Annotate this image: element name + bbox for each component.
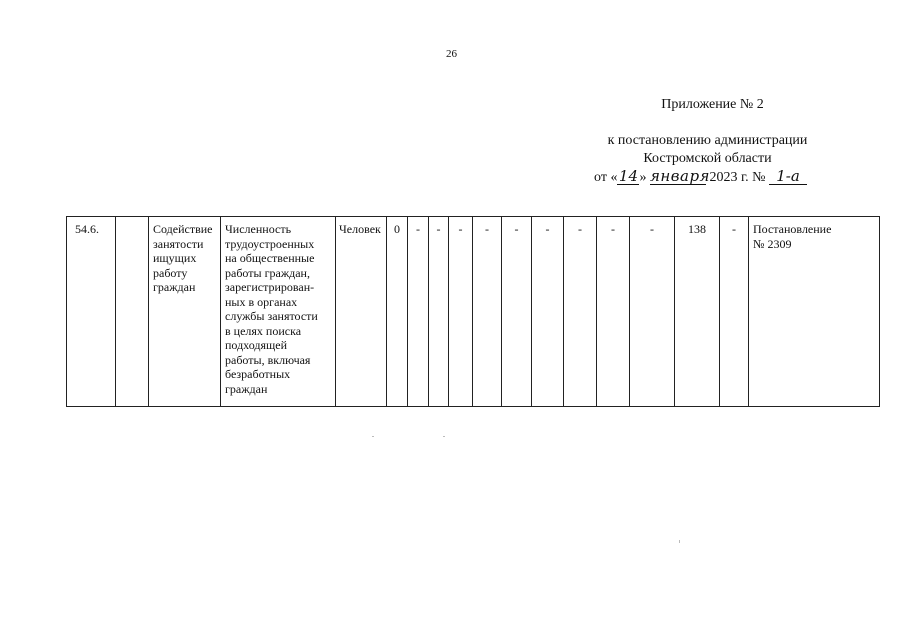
indicator-line: на общественные bbox=[225, 251, 315, 265]
cell-value: - bbox=[449, 217, 473, 407]
measure-line: граждан bbox=[153, 280, 196, 294]
scan-speck bbox=[372, 436, 374, 437]
indicator-line: граждан bbox=[225, 381, 268, 396]
indicator-line: трудоустроенных bbox=[225, 236, 315, 251]
handwritten-day: 14 bbox=[618, 167, 638, 185]
date-year: 2023 г. № bbox=[709, 170, 766, 185]
cell-value: - bbox=[720, 217, 749, 407]
measure-line: работу bbox=[153, 265, 188, 280]
indicator-line: безработных bbox=[225, 367, 291, 381]
cell-value: - bbox=[532, 217, 564, 407]
data-table bbox=[66, 216, 880, 407]
indicator-line: работы, включая bbox=[225, 352, 311, 367]
date-mid: » bbox=[639, 170, 647, 185]
measure-line: ищущих bbox=[153, 251, 197, 265]
cell-value: - bbox=[429, 217, 449, 407]
cell-value: - bbox=[597, 217, 630, 407]
cell-indicator bbox=[221, 217, 336, 407]
scan-speck bbox=[679, 540, 680, 543]
document-line: Постановление bbox=[753, 222, 832, 236]
appendix-line-2: Костромской области bbox=[643, 151, 772, 166]
cell-value: - bbox=[564, 217, 597, 407]
indicator-line: ных в органах bbox=[225, 294, 298, 309]
appendix-title: Приложение № 2 bbox=[661, 97, 764, 112]
appendix-line-1: к постановлению администрации bbox=[607, 133, 808, 148]
measure-line: Содействие bbox=[153, 222, 213, 236]
page-number: 26 bbox=[446, 48, 457, 60]
cell-empty bbox=[116, 217, 149, 407]
appendix-header bbox=[575, 96, 840, 187]
cell-value: 0 bbox=[387, 217, 408, 407]
cell-document bbox=[749, 217, 880, 407]
measure-line: занятости bbox=[153, 236, 204, 251]
cell-measure bbox=[149, 217, 221, 407]
cell-value: - bbox=[473, 217, 502, 407]
cell-value: - bbox=[408, 217, 429, 407]
handwritten-number: 1-а bbox=[769, 168, 807, 185]
indicator-line: в целях поиска bbox=[225, 323, 302, 338]
cell-value: - bbox=[630, 217, 675, 407]
date-prefix: от « bbox=[594, 170, 618, 185]
indicator-line: подходящей bbox=[225, 338, 287, 352]
cell-unit: Человек bbox=[336, 217, 387, 407]
indicator-line: зарегистрирован- bbox=[225, 280, 315, 294]
appendix-date-line bbox=[561, 168, 840, 187]
indicator-line: Численность bbox=[225, 222, 292, 236]
cell-row-number: 54.6. bbox=[67, 217, 116, 407]
cell-value: 138 bbox=[675, 217, 720, 407]
indicator-line: работы граждан, bbox=[225, 265, 310, 280]
table-row bbox=[67, 217, 880, 407]
scan-speck bbox=[443, 436, 445, 437]
handwritten-month: января bbox=[649, 167, 710, 185]
cell-value: - bbox=[502, 217, 532, 407]
document-line: № 2309 bbox=[753, 236, 792, 251]
indicator-line: службы занятости bbox=[225, 309, 318, 323]
